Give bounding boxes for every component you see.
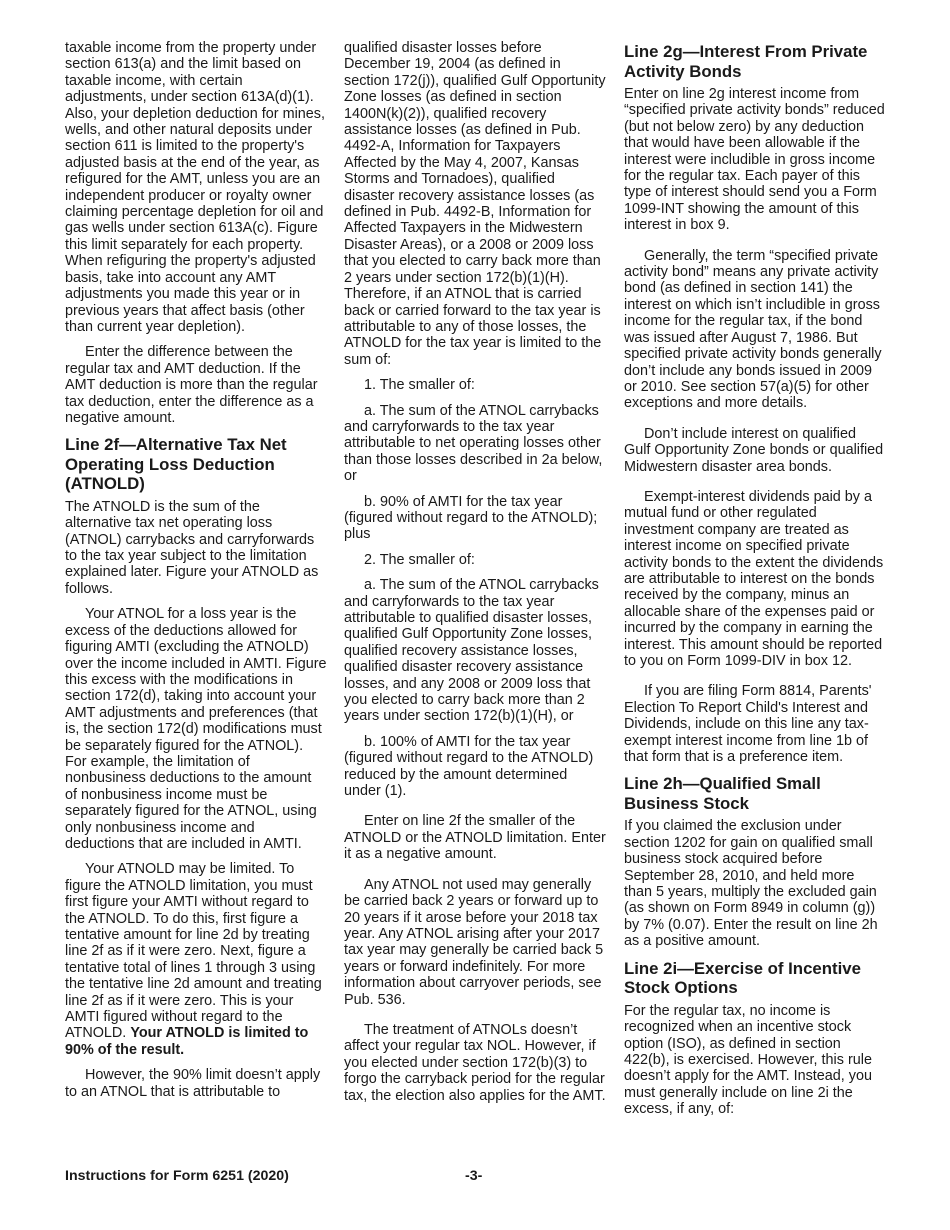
list-item: b. 100% of AMTI for the tax year (figured without regard to the ATNOLD) reduced by the amount determined under (1). [344, 733, 594, 800]
list-item: 1. The smaller of: [364, 377, 475, 394]
column-1 [65, 40, 327, 1109]
paragraph: Enter on line 2f the smaller of the ATNOLD or the ATNOLD limitation. Enter it as a negative amount. [344, 813, 606, 863]
paragraph: If you claimed the exclusion under section 1202 for gain on qualified small business stock acquired before September 28, 2010, and held more than 5 years, multiply the excluded gain (as shown on Form 8949 in column (g)) by 7% (0.07). Enter the result on line 2h as a positive amount. [624, 818, 878, 950]
section-heading-line-2g: Line 2g—Interest From Private Activity Bonds [624, 42, 868, 81]
paragraph: However, the 90% limit doesn’t apply to an ATNOL that is attributable to [65, 1067, 321, 1100]
column-3 [624, 40, 886, 1127]
column-2 [344, 40, 606, 1113]
paragraph: Don’t include interest on qualified Gulf Opportunity Zone bonds or qualified Midwestern disaster area bonds. [624, 425, 884, 475]
paragraph: Any ATNOL not used may generally be carried back 2 years or forward up to 20 years if it arose before your 2018 tax year. Any ATNOL arising after your 2017 tax year may generally be carried back 5 years or forward indefinitely. For more information about carryover periods, see Pub. 536. [344, 876, 604, 1008]
bold-limit-statement: Your ATNOLD is limited to 90% of the result. [65, 1025, 309, 1058]
footer-page-number: -3- [465, 1168, 483, 1184]
paragraph: Enter on line 2g interest income from “specified private activity bonds” reduced (but not below zero) by any deduction that would have been allowable if the interest were includible in gross income for the regular tax. Each payer of this type of interest should send you a Form 1099-INT showing the amount of this interest in box 9. [624, 86, 885, 234]
footer-form-title: Instructions for Form 6251 (2020) [65, 1168, 289, 1184]
list-item: b. 90% of AMTI for the tax year (figured without regard to the ATNOLD); plus [344, 493, 598, 543]
list-item: a. The sum of the ATNOL carrybacks and carryforwards to the tax year attributable to qualified disaster losses, qualified Gulf Opportunity Zone losses, qualified recovery assistance losses, qualified disaster recovery assistance losses, and any 2008 or 2009 loss that you elected to carry back more than 2 years under section 172(b)(1)(H), or [344, 577, 599, 725]
paragraph: Your ATNOL for a loss year is the excess of the deductions allowed for figuring AMTI (excluding the ATNOLD) over the income included in AMTI. Figure this excess with the modifications in section 172(d), taking into account your AMT adjustments and preferences (that is, the section 172(d) modifications must be separately figured for the ATNOL). For example, the limitation of nonbusiness deductions to the amount of nonbusiness income must be separately figured for the ATNOL, using only nonbusiness income and deductions that are included in AMTI. [65, 606, 327, 852]
paragraph: For the regular tax, no income is recognized when an incentive stock option (ISO), as defined in section 422(b), is exercised. However, this rule doesn’t apply for the AMT. Instead, you must generally include on line 2i the excess, if any, of: [624, 1002, 872, 1118]
paragraph: taxable income from the property under section 613(a) and the limit based on taxable income, with certain adjustments, under section 613A(d)(1). Also, your depletion deduction for mines, wells, and other natural deposits under section 611 is limited to the property's adjusted basis at the end of the year, as refigured for the AMT, unless you are an independent producer or royalty owner claiming percentage depletion for oil and gas wells under section 613A(c). Figure this limit separately for each property. When refiguring the property's adjusted basis, take into account any AMT adjustments you made this year or in previous years that affect basis (other than current year depletion). [65, 40, 325, 335]
paragraph: The treatment of ATNOLs doesn’t affect your regular tax NOL. However, if you elected under section 172(b)(3) to forgo the carryback period for the regular tax, the election also applies for the AMT. [344, 1021, 606, 1104]
paragraph-text: Your ATNOLD may be limited. To figure the ATNOLD limitation, you must first figure your AMTI without regard to the ATNOLD. To do this, first figure a tentative amount for line 2d by treating line 2f as if it were zero. Next, figure a tentative total of lines 1 through 3 using the tentative line 2d amount and treating line 2f as if it were zero. This is your AMTI figured without regard to the ATNOLD. [65, 861, 322, 1042]
paragraph: qualified disaster losses before December 19, 2004 (as defined in section 172(j)), qualified Gulf Opportunity Zone losses (as defined in section 1400N(k)(2)), qualified recovery assistance losses (as defined in Pub. 4492-A, Information for Taxpayers Affected by the May 4, 2007, Kansas Storms and Tornadoes), qualified disaster recovery assistance losses (as defined in Pub. 4492-B, Information for Affected Taxpayers in the Midwestern Disaster Areas), or a 2008 or 2009 loss that you elected to carry back more than 2 years under section 172(b)(1)(H). Therefore, if an ATNOL that is carried back or carried forward to the tax year is attributable to any of those losses, the ATNOLD for the tax year is limited to the sum of: [344, 40, 606, 368]
paragraph: Generally, the term “specified private activity bond” means any private activity bond (as defined in section 141) the interest on which isn’t includible in gross income for the regular tax, if the bond was issued after August 7, 1986. But specified private activity bonds generally don’t include any bonds issued in 2009 or 2010. See section 57(a)(5) for other exceptions and more details. [624, 247, 882, 412]
list-item: a. The sum of the ATNOL carrybacks and carryforwards to the tax year attributable to net operating losses other than those losses described in 2a below, or [344, 402, 603, 485]
section-heading-line-2h: Line 2h—Qualified Small Business Stock [624, 774, 821, 813]
paragraph: Exempt-interest dividends paid by a mutual fund or other regulated investment company are treated as interest income on specified private activity bonds to the extent the dividends are attributable to interest on the bonds received by the company, minus an allocable share of the expenses paid or incurred by the company in earning the interest. This amount should be reported to you on Form 1099-DIV in box 12. [624, 488, 884, 669]
paragraph: The ATNOLD is the sum of the alternative tax net operating loss (ATNOL) carrybacks and carryforwards to the tax year subject to the limitation explained later. Figure your ATNOLD as follows. [65, 498, 319, 597]
paragraph: If you are filing Form 8814, Parents' Election To Report Child's Interest and Dividends, include on this line any tax-exempt interest income from line 1b of that form that is a preference item. [624, 683, 872, 766]
section-heading-line-2i: Line 2i—Exercise of Incentive Stock Options [624, 958, 861, 998]
list-item: 2. The smaller of: [364, 551, 475, 568]
paragraph: Enter the difference between the regular tax and AMT deduction. If the AMT deduction is more than the regular tax deduction, enter the difference as a negative amount. [65, 344, 318, 426]
section-heading-line-2f: Line 2f—Alternative Tax Net Operating Loss Deduction (ATNOLD) [65, 435, 287, 494]
paragraph [65, 861, 327, 1058]
